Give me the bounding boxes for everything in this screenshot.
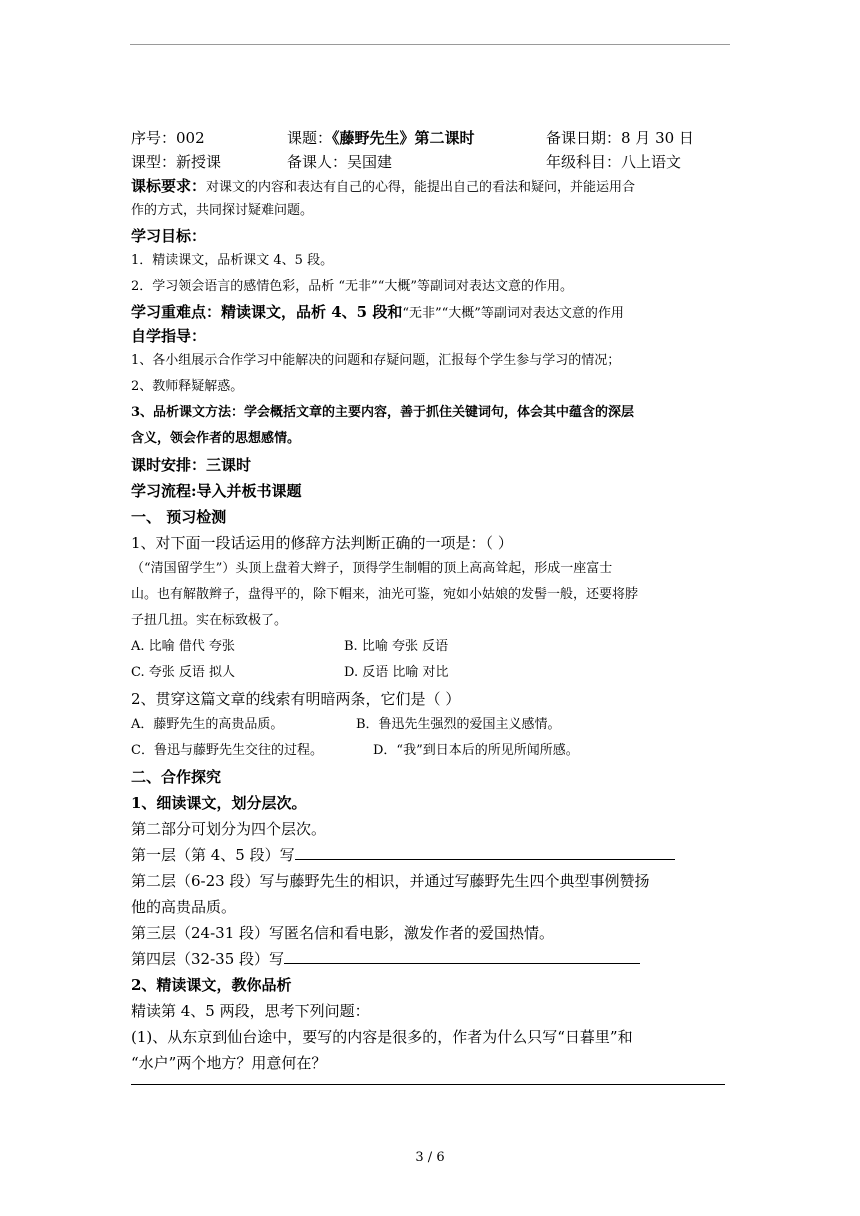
question-1-1-line-1: (1)、从东京到仙台途中，要写的内容是很多的，作者为什么只写“日暮里”和 — [131, 1028, 633, 1046]
layer-4-text: 第四层（32-35 段）写 — [131, 950, 285, 968]
q2-options-row-1 — [131, 712, 731, 738]
layer-1 — [131, 842, 731, 868]
learning-flow: 学习流程:导入并板书课题 — [131, 482, 302, 500]
q2-options-row-2 — [131, 738, 731, 764]
lesson-header-row-1 — [131, 126, 731, 150]
passage-line-3: 子扭几扭。实在标致极了。 — [131, 613, 288, 628]
header-rule — [130, 44, 730, 45]
lesson-topic — [287, 126, 475, 150]
serial-number: 序号：002 — [131, 129, 205, 147]
guide-heading: 自学指导： — [131, 327, 207, 345]
section-2-heading: 二、合作探究 — [131, 768, 222, 786]
document-body — [131, 126, 731, 1085]
goal-item-1: 1．精读课文，品析课文 4、5 段。 — [131, 253, 334, 268]
q2-option-b: B．鲁迅先生强烈的爱国主义感情。 — [356, 717, 561, 732]
layer-2-line-2: 他的高贵品质。 — [131, 898, 237, 916]
layer-1-text: 第一层（第 4、5 段）写 — [131, 846, 295, 864]
q2-option-c: C．鲁迅与藤野先生交往的过程。 — [131, 743, 323, 758]
layer-1-blank[interactable] — [295, 842, 675, 860]
guide-item-2: 2、教师释疑解惑。 — [131, 379, 244, 394]
q2-option-d: D．“我”到日本后的所见所闻所感。 — [373, 743, 579, 758]
prep-date: 备课日期：8 月 30 日 — [546, 129, 694, 147]
lesson-header-row-2 — [131, 150, 731, 174]
preparer: 备课人：吴国建 — [287, 153, 393, 171]
passage-line-2: 山。也有解散辫子，盘得平的，除下帽来，油光可鉴，宛如小姑娘的发髻一般，还要将脖 — [131, 587, 639, 602]
q1-option-b: B. 比喻 夸张 反语 — [344, 639, 449, 654]
question-1-1-line-2: “水户”两个地方？用意何在？ — [131, 1054, 327, 1072]
page-number: 3 / 6 — [415, 1150, 445, 1165]
guide-item-3b: 含义，领会作者的思想感情。 — [131, 431, 301, 446]
section-1-heading: 一、 预习检测 — [131, 508, 227, 526]
q1-option-a: A. 比喻 借代 夸张 — [131, 639, 235, 654]
layer-4 — [131, 946, 731, 972]
question-2: 2、贯穿这篇文章的线索有明暗两条，它们是（ ） — [131, 690, 461, 708]
reading-prompt: 精读第 4、5 两段，思考下列问题： — [131, 1002, 370, 1020]
layers-intro: 第二部分可划分为四个层次。 — [131, 820, 327, 838]
layer-2-line-1: 第二层（6-23 段）写与藤野先生的相识，并通过写藤野先生四个典型事例赞扬 — [131, 872, 650, 890]
standard-text: 对课文的内容和表达有自己的心得，能提出自己的看法和疑问，并能运用合 — [206, 180, 636, 195]
layer-3: 第三层（24-31 段）写匿名信和看电影，激发作者的爱国热情。 — [131, 924, 555, 942]
standard-label: 课标要求： — [131, 177, 207, 195]
goal-item-2: 2．学习领会语言的感情色彩，品析 “无非”“大概”等副词对表达文意的作用。 — [131, 279, 573, 294]
guide-item-1: 1、各小组展示合作学习中能解决的问题和存疑问题，汇报每个学生参与学习的情况； — [131, 353, 621, 368]
passage-line-1: （“清国留学生”）头顶上盘着大辫子，顶得学生制帽的顶上高高耸起，形成一座富士 — [131, 561, 613, 576]
answer-line[interactable] — [131, 1084, 725, 1085]
goals-heading: 学习目标： — [131, 227, 207, 245]
guide-item-3a: 3、品析课文方法：学会概括文章的主要内容，善于抓住关键词句，体会其中蕴含的深层 — [131, 405, 635, 420]
question-1: 1、对下面一段话运用的修辞方法判断正确的一项是：（ ） — [131, 534, 513, 552]
q2-option-a: A．藤野先生的高贵品质。 — [131, 717, 284, 732]
lesson-type: 课型：新授课 — [131, 153, 222, 171]
key-points-rest: “无非”“大概”等副词对表达文意的作用 — [402, 306, 624, 321]
topic-title: 《藤野先生》第二课时 — [332, 129, 475, 147]
q1-options-row-2 — [131, 660, 731, 686]
q1-options-row-1 — [131, 634, 731, 660]
standard-line-2: 作的方式，共同探讨疑难问题。 — [131, 203, 314, 218]
topic-label: 课题： — [287, 129, 333, 147]
schedule: 课时安排：三课时 — [131, 456, 252, 474]
standard-line-1 — [131, 174, 731, 198]
q1-option-d: D. 反语 比喻 对比 — [344, 665, 449, 680]
layer-4-blank[interactable] — [284, 946, 640, 964]
grade-subject: 年级科目：八上语文 — [546, 153, 682, 171]
subsection-2-heading: 2、精读课文，教你品析 — [131, 976, 292, 994]
q1-option-c: C. 夸张 反语 拟人 — [131, 665, 236, 680]
key-points-label: 学习重难点：精读课文，品析 4、5 段和 — [131, 303, 403, 321]
subsection-1-heading: 1、细读课文，划分层次。 — [131, 794, 307, 812]
key-points — [131, 300, 731, 324]
